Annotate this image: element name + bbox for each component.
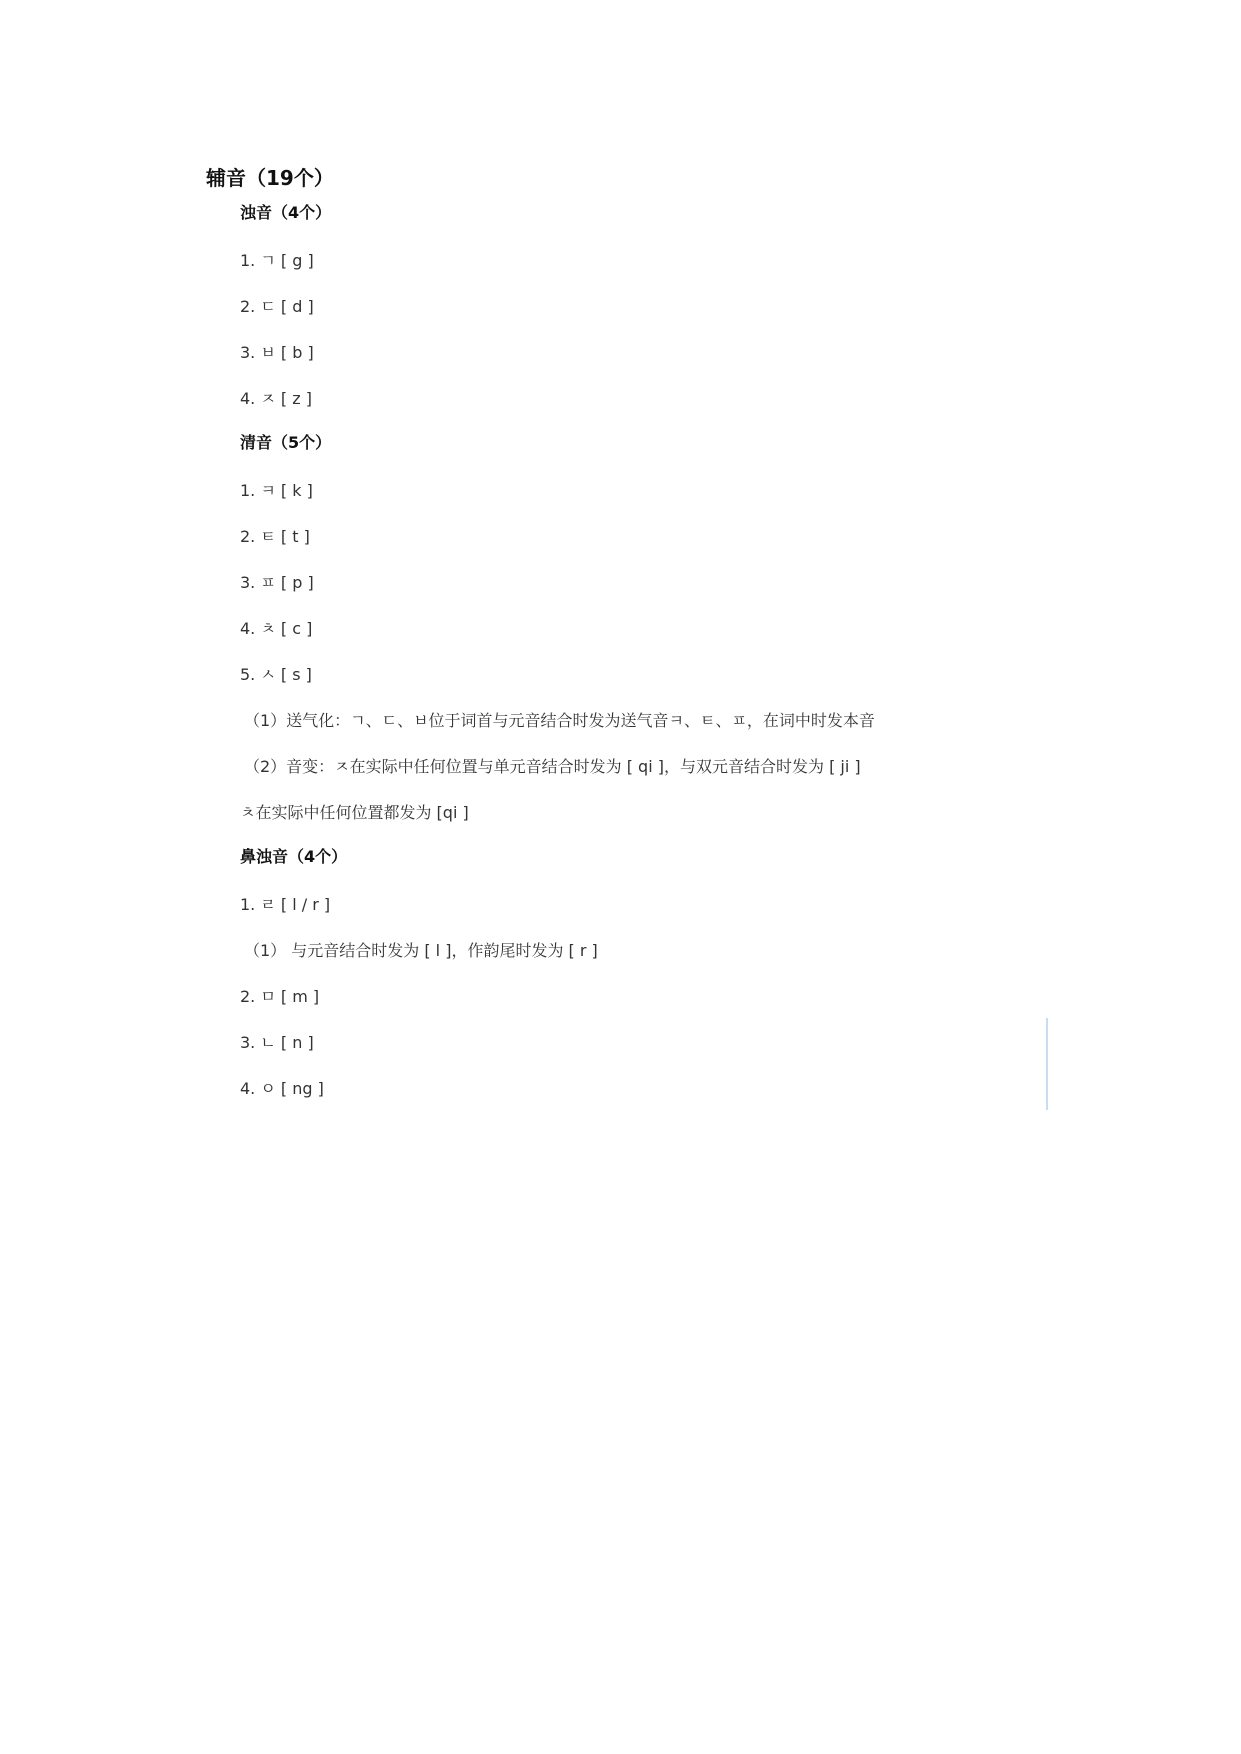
list-item: 4. ㅇ [ ng ] bbox=[240, 1079, 324, 1098]
list-item: 3. ㅂ [ b ] bbox=[240, 343, 314, 362]
list-item: 2. ㅁ [ m ] bbox=[240, 987, 320, 1006]
list-item: 1. ㄱ [ g ] bbox=[240, 251, 314, 270]
note-aspiration: （1）送气化：ㄱ、ㄷ、ㅂ位于词首与元音结合时发为送气音ㅋ、ㅌ、ㅍ，在词中时发本音 bbox=[244, 711, 875, 730]
text-cursor-bar bbox=[1046, 1018, 1048, 1110]
list-item: 4. ㅊ [ c ] bbox=[240, 619, 313, 638]
list-item: 5. ㅅ [ s ] bbox=[240, 665, 312, 684]
list-item: 4. ㅈ [ z ] bbox=[240, 389, 312, 408]
aspirated-heading: 清音（5个） bbox=[240, 433, 332, 452]
voiced-heading: 浊音（4个） bbox=[240, 203, 332, 222]
list-item: 1. ㅋ [ k ] bbox=[240, 481, 313, 500]
note-rieul: （1） 与元音结合时发为 [ l ]，作韵尾时发为 [ r ] bbox=[244, 941, 598, 960]
list-item: 3. ㄴ [ n ] bbox=[240, 1033, 314, 1052]
note-sound-change: （2）音变：ㅈ在实际中任何位置与单元音结合时发为 [ qi ]，与双元音结合时发为 [ ji ] bbox=[244, 757, 861, 776]
list-item: 2. ㅌ [ t ] bbox=[240, 527, 310, 546]
nasal-heading: 鼻浊音（4个） bbox=[240, 847, 348, 866]
list-item: 1. ㄹ [ l / r ] bbox=[240, 895, 331, 914]
note-chieut: ㅊ在实际中任何位置都发为 [qi ] bbox=[240, 803, 469, 822]
list-item: 2. ㄷ [ d ] bbox=[240, 297, 314, 316]
section-heading: 辅音（19个） bbox=[206, 166, 334, 190]
list-item: 3. ㅍ [ p ] bbox=[240, 573, 314, 592]
